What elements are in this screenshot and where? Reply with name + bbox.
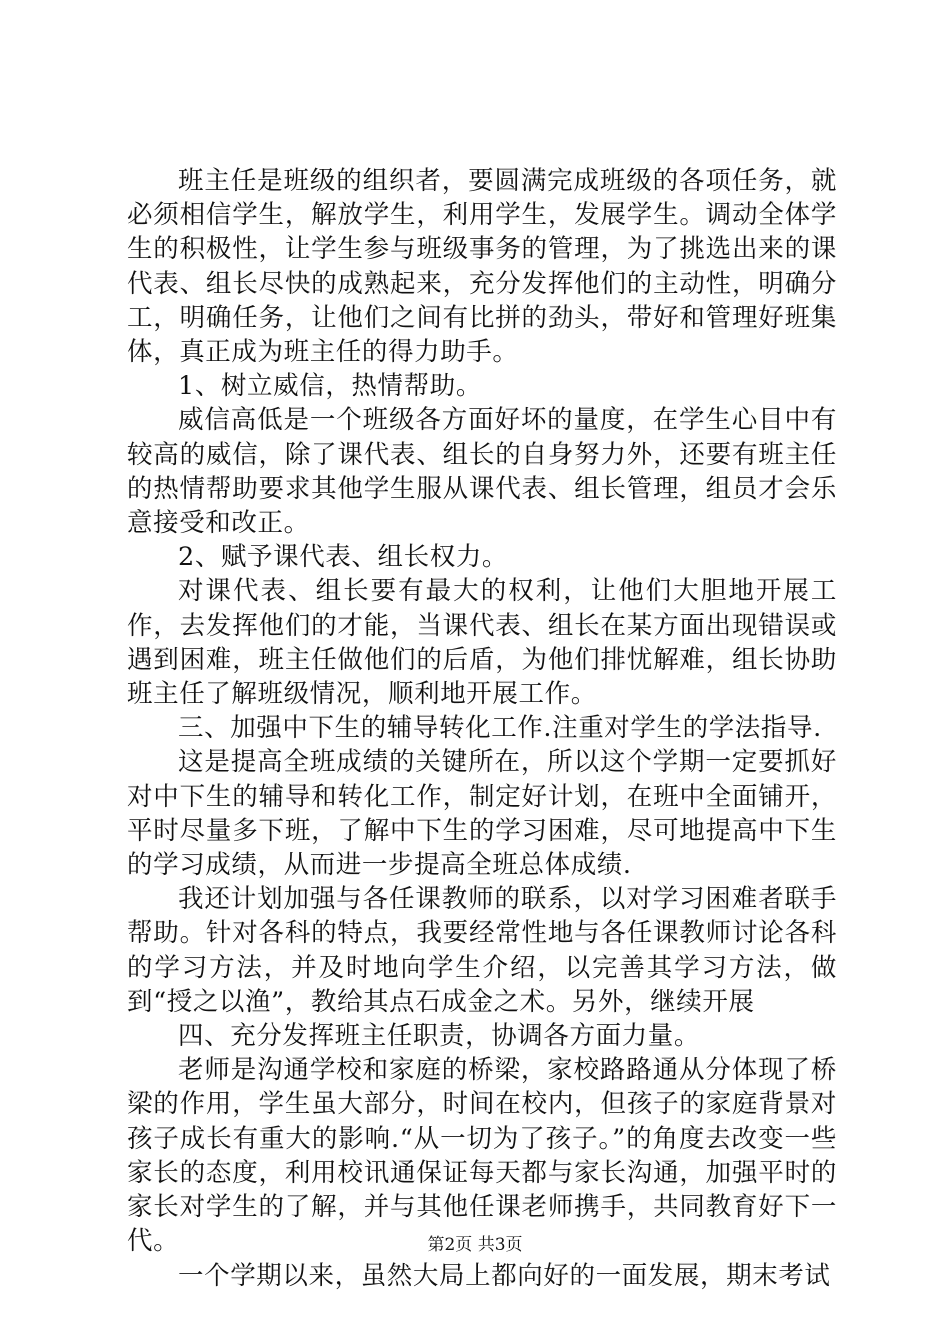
paragraph-teacher-collaboration: 我还计划加强与各任课教师的联系，以对学习困难者联手帮助。针对各科的特点，我要经常性地与各任课教师讨论各科的学习方法，并及时地向学生介绍，以完善其学习方法，做到“授之以渔”，教给其点石成金之术。另外，继续开展 (127, 884, 837, 1017)
paragraph-heading-tutoring: 三、加强中下生的辅导转化工作.注重对学生的学法指导. (178, 713, 822, 744)
document-body (127, 164, 837, 1293)
paragraph-semester-summary: 一个学期以来，虽然大局上都向好的一面发展，期末考试 (178, 1260, 831, 1291)
paragraph-authority: 对课代表、组长要有最大的权利，让他们大胆地开展工作，去发挥他们的才能，当课代表、组长在某方面出现错误或遇到困难，班主任做他们的后盾，为他们排忧解难，组长协助班主任了解班级情况，顺利地开展工作。 (127, 576, 837, 710)
paragraph-home-school: 老师是沟通学校和家庭的桥梁，家校路路通从分体现了桥梁的作用，学生虽大部分，时间在校内，但孩子的家庭背景对孩子成长有重大的影响.“从一切为了孩子。”的角度去改变一些家长的态度，利用校讯通保证每天都与家长沟通，加强平时的家长对学生的了解，并与其他任课老师携手，共同教育好下一代。 (127, 1055, 837, 1257)
paragraph-heading-build-prestige: 1、树立威信，热情帮助。 (178, 371, 482, 402)
page-number-footer: 第2页 共3页 (427, 1235, 523, 1255)
paragraph-prestige: 威信高低是一个班级各方面好坏的量度，在学生心目中有较高的威信，除了课代表、组长的自身努力外，还要有班主任的热情帮助要求其他学生服从课代表、组长管理，组员才会乐意接受和改正。 (127, 405, 837, 539)
paragraph-tutoring: 这是提高全班成绩的关键所在，所以这个学期一定要抓好对中下生的辅导和转化工作，制定好计划，在班中全面铺开，平时尽量多下班，了解中下生的学习困难，尽可地提高中下生的学习成绩，从而进一步提高全班总体成绩. (127, 747, 837, 881)
paragraph-class-leader-role: 班主任是班级的组织者，要圆满完成班级的各项任务，就必须相信学生，解放学生，利用学生，发展学生。调动全体学生的积极性，让学生参与班级事务的管理，为了挑选出来的课代表、组长尽快的成熟起来，充分发挥他们的主动性，明确分工，明确任务，让他们之间有比拼的劲头，带好和管理好班集体，真正成为班主任的得力助手。 (127, 166, 837, 368)
paragraph-heading-coordination: 四、充分发挥班主任职责，协调各方面力量。 (178, 1021, 701, 1052)
paragraph-heading-grant-authority: 2、赋予课代表、组长权力。 (178, 542, 509, 573)
